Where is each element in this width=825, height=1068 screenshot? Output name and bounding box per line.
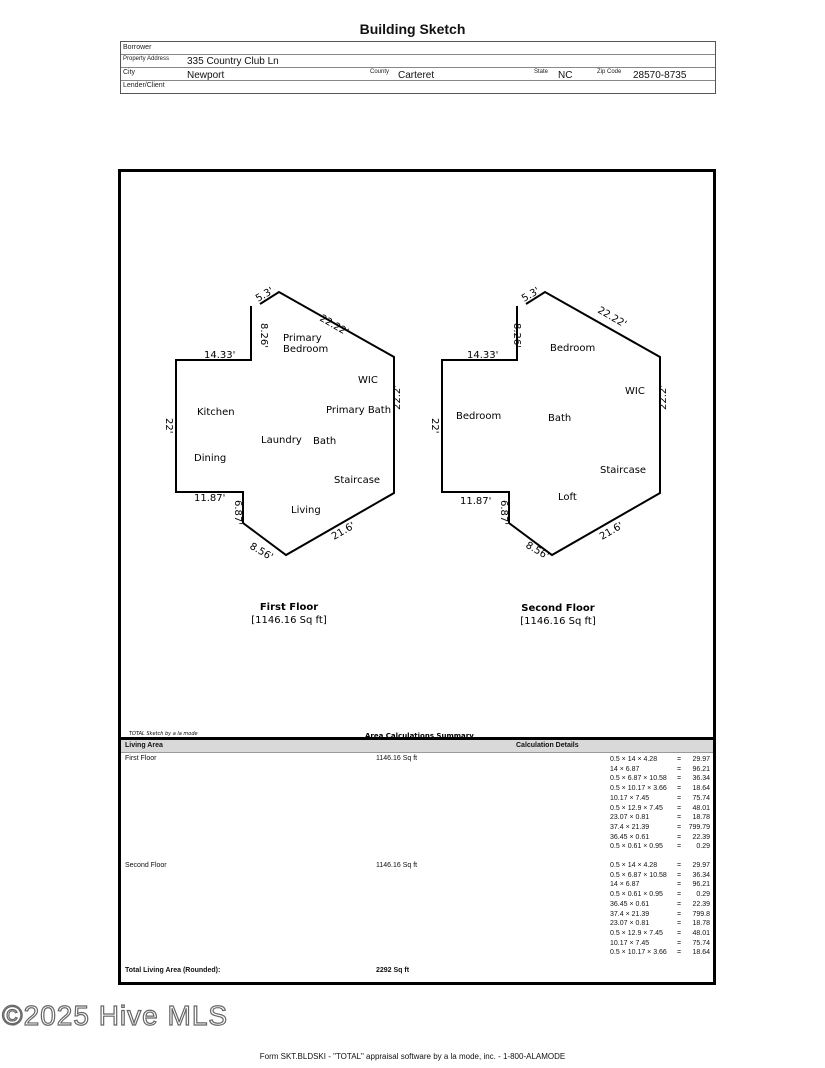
calc-row [610,911,710,920]
county-label: County [370,69,390,75]
calc-equals: = [677,910,682,918]
first-floor-calcs [610,756,710,856]
calc-equals: = [677,862,682,869]
calc-result: 22.39 [692,833,710,841]
calculation-details-header: Calculation Details [516,742,579,749]
sf-dim-2: 22.22' [595,305,629,331]
calc-equals: = [677,939,682,947]
sketch-area [118,169,716,740]
calc-equals: = [677,794,682,802]
state-label: State [534,69,549,75]
calc-result: 48.01 [692,804,710,812]
calc-expression: 0.5 × 10.17 × 3.66 [610,949,667,957]
sf-room-wic: WIC [625,386,645,397]
borrower-label: Borrower [123,44,152,51]
calc-equals: = [677,785,682,793]
watermark: ©2025 Hive MLS [2,1000,229,1031]
second-floor-sketch [429,286,669,562]
calc-equals: = [677,814,682,822]
calc-row [610,775,710,784]
page-title: Building Sketch [359,21,466,37]
calc-row [610,940,710,949]
sf-room-bedroom-2: Bedroom [456,411,502,422]
calc-expression: 0.5 × 10.17 × 3.66 [610,785,667,793]
sf-room-staircase: Staircase [600,465,647,476]
ff-room-primary-bath: Primary Bath [326,405,392,416]
calc-result: 96.21 [692,765,710,773]
sf-dim-4: 14.33' [467,350,499,361]
calc-result: 18.64 [692,949,710,957]
calc-row [610,881,710,890]
ff-dim-9: 8.56' [247,541,275,564]
calc-result: 36.34 [692,871,710,879]
calc-expression: 37.4 × 21.39 [610,910,650,918]
calc-equals: = [677,891,682,899]
address-label: Property Address [123,56,170,62]
sf-dim-9: 8.56' [523,540,551,563]
ff-dim-8: 6.87' [232,500,243,526]
calc-expression: 10.17 × 7.45 [610,939,650,947]
ff-room-primary: Primary [283,333,322,344]
total-value: 2292 Sq ft [376,967,410,974]
summary-header [121,740,713,753]
sf-dim-8: 6.87' [498,500,509,526]
total-label: Total Living Area (Rounded): [125,967,221,974]
address-row [121,54,715,68]
calc-row [610,872,710,881]
county-value: Carteret [398,70,435,81]
calc-result: 18.78 [692,920,710,928]
calc-expression: 0.5 × 0.61 × 0.95 [610,891,663,899]
ff-dim-3: 8.26' [258,323,269,349]
ff-room-bedroom: Bedroom [283,344,329,355]
calc-row [610,862,710,871]
calc-expression: 0.5 × 6.87 × 10.58 [610,775,667,783]
sf-dim-3: 8.26' [511,323,522,349]
calc-result: 75.74 [692,939,710,947]
calc-equals: = [677,871,682,879]
second-floor-title: Second Floor [521,603,595,614]
living-area-header: Living Area [125,742,163,749]
calc-equals: = [677,900,682,908]
ff-room-dining: Dining [194,453,227,464]
calc-expression: 36.45 × 0.61 [610,833,650,841]
calc-expression: 0.5 × 0.61 × 0.95 [610,843,663,851]
calc-row [610,949,710,958]
calc-row [610,756,710,765]
ff-room-kitchen: Kitchen [197,407,235,418]
ff-dim-4: 14.33' [204,350,236,361]
lender-label: Lender/Client [123,82,165,89]
calc-row [610,824,710,833]
ff-room-wic: WIC [358,375,378,386]
ff-room-bath: Bath [313,436,337,447]
zip-label: Zip Code [597,69,622,75]
state-value: NC [558,70,573,81]
calc-equals: = [677,804,682,812]
sf-dim-1: 5.3' [520,285,542,305]
calc-expression: 0.5 × 12.9 × 7.45 [610,804,663,812]
calc-result: 18.78 [692,814,710,822]
lender-row [121,80,715,93]
calc-equals: = [677,756,682,763]
calc-equals: = [677,765,682,773]
second-floor-area: [1146.16 Sq ft] [520,616,596,627]
footer: Form SKT.BLDSKI - "TOTAL" appraisal software by a la mode, inc. - 1-800-ALAMODE [259,1052,566,1061]
summary-title: Area Calculations Summary [365,732,474,740]
calc-row [610,930,710,939]
calc-result: 0.29 [696,891,710,899]
calc-expression: 36.45 × 0.61 [610,900,650,908]
calc-result: 29.97 [692,862,710,869]
sf-room-bath: Bath [548,413,572,424]
calc-expression: 0.5 × 14 × 4.28 [610,862,658,869]
calc-equals: = [677,775,682,783]
area-calculations-summary [118,737,716,985]
calc-result: 75.74 [692,794,710,802]
ff-dim-2: 22.22' [317,313,351,339]
calc-result: 96.21 [692,881,710,889]
second-floor-calcs [610,862,710,962]
calc-equals: = [677,920,682,928]
first-floor-area-value: 1146.16 Sq ft [376,755,418,762]
city-label: City [123,69,136,76]
ff-dim-5: 22' [163,418,174,434]
zip-value: 28570-8735 [633,70,687,81]
first-floor-area: [1146.16 Sq ft] [251,615,327,626]
first-floor-label: First Floor [125,755,157,762]
ff-room-staircase: Staircase [334,475,381,486]
calc-expression: 14 × 6.87 [610,765,640,773]
sf-room-bedroom-1: Bedroom [550,343,596,354]
calc-result: 22.39 [692,900,710,908]
calc-row [610,805,710,814]
ff-room-living: Living [291,505,321,516]
first-floor-outline [176,292,394,555]
address-value: 335 Country Club Ln [187,56,279,67]
sf-dim-10: 21.6' [598,520,626,543]
sf-dim-5: 22' [429,418,440,434]
calc-expression: 37.4 × 21.39 [610,823,650,831]
calc-result: 48.01 [692,929,710,937]
calc-equals: = [677,881,682,889]
calc-result: 29.97 [692,756,710,763]
calc-expression: 10.17 × 7.45 [610,794,650,802]
calc-expression: 0.5 × 6.87 × 10.58 [610,871,667,879]
second-floor-area-value: 1146.16 Sq ft [376,862,418,869]
ff-dim-6: 22.2' [392,384,403,410]
calc-result: 36.34 [692,775,710,783]
calc-equals: = [677,823,682,831]
calc-expression: 0.5 × 14 × 4.28 [610,756,658,763]
ff-dim-1: 5.3' [254,285,276,305]
calc-row [610,901,710,910]
ff-dim-7: 11.87' [194,493,226,504]
first-floor-sketch [163,286,403,563]
first-floor-title: First Floor [259,602,319,613]
calc-equals: = [677,833,682,841]
property-header [120,41,716,94]
calc-row [610,785,710,794]
calc-row [610,814,710,823]
ff-room-laundry: Laundry [261,435,302,446]
calc-row [610,834,710,843]
calc-expression: 14 × 6.87 [610,881,640,889]
ff-dim-10: 21.6' [330,520,358,543]
calc-row [610,920,710,929]
city-row [121,67,715,81]
calc-row [610,795,710,804]
sf-dim-6: 22.2' [658,384,669,410]
calc-result: 799.79 [688,823,710,831]
calc-row [610,843,710,852]
calc-expression: 23.07 × 0.81 [610,814,650,822]
calc-equals: = [677,929,682,937]
calc-expression: 0.5 × 12.9 × 7.45 [610,929,663,937]
second-floor-label: Second Floor [125,862,167,869]
calc-result: 18.64 [692,785,710,793]
sf-room-loft: Loft [558,492,577,503]
sketch-credit: TOTAL Sketch by a la mode [129,731,198,737]
calc-result: 799.8 [692,910,710,918]
calc-equals: = [677,949,682,957]
calc-expression: 23.07 × 0.81 [610,920,650,928]
calc-row [610,766,710,775]
calc-equals: = [677,843,682,851]
calc-row [610,891,710,900]
sf-dim-7: 11.87' [460,496,492,507]
city-value: Newport [187,70,225,81]
calc-result: 0.29 [696,843,710,851]
